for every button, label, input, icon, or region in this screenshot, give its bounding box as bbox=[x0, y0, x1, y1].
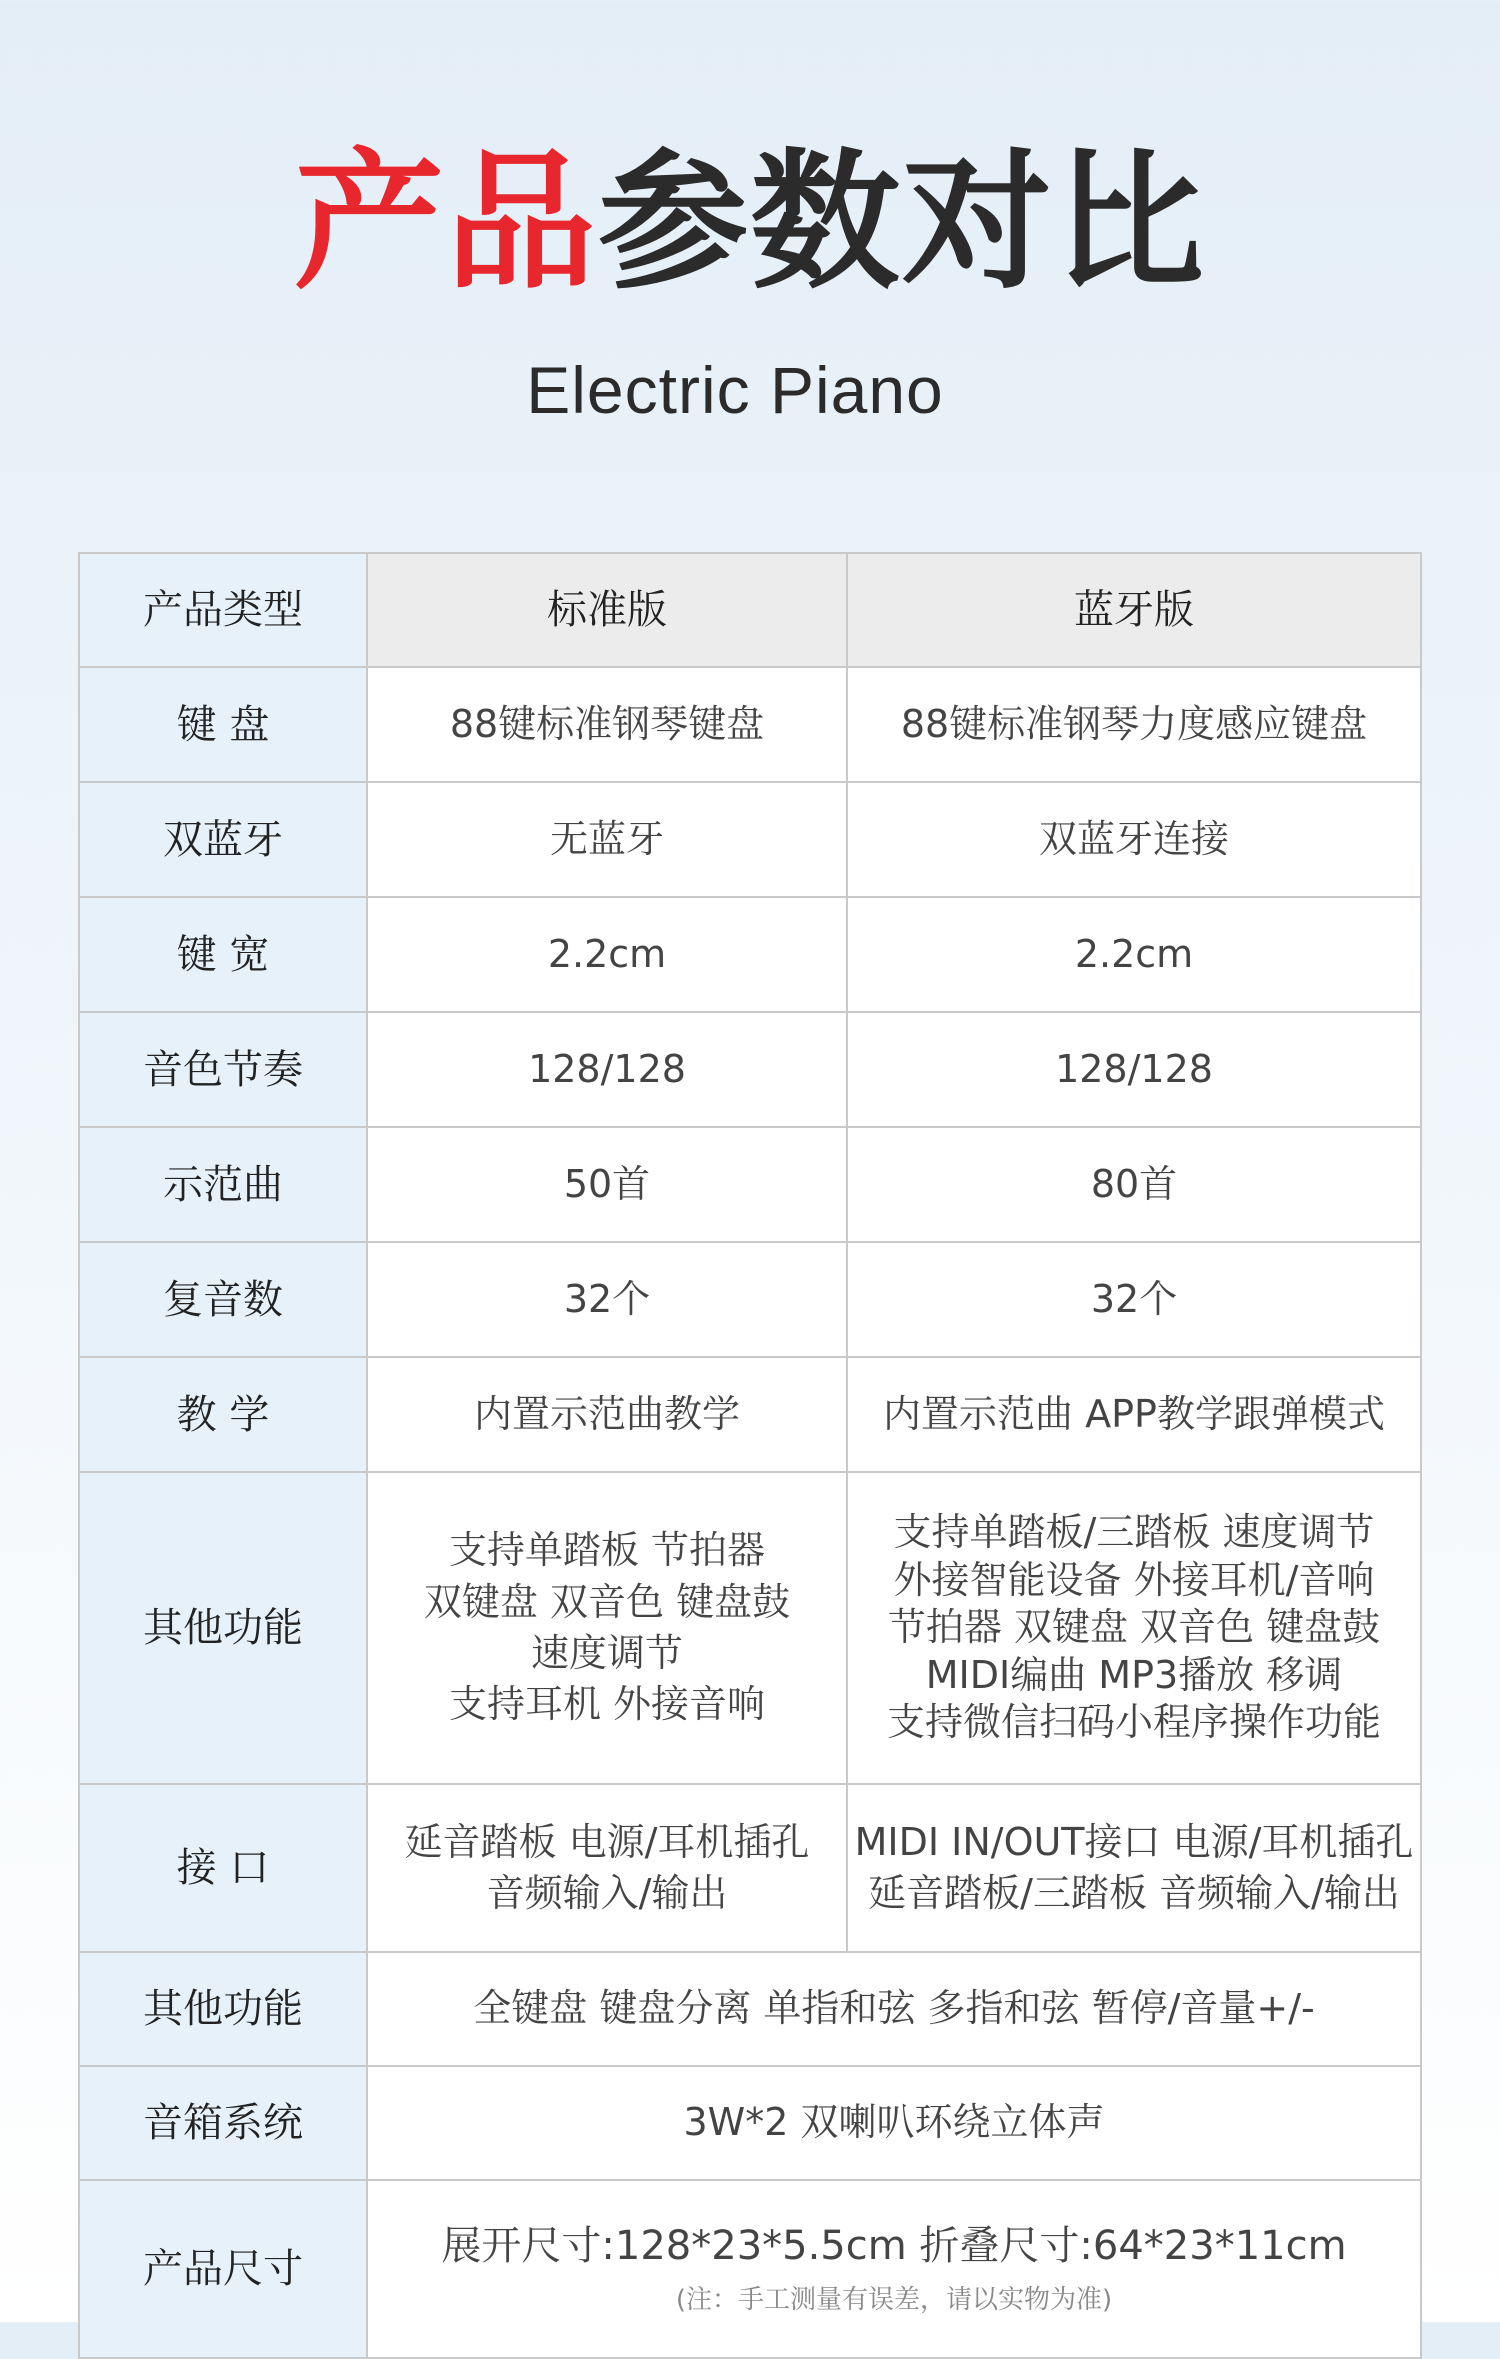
table-row bbox=[79, 1127, 1421, 1242]
header-standard-cell: 标准版 bbox=[367, 553, 847, 667]
table-row bbox=[79, 2066, 1421, 2180]
interface-line: 延音踏板 电源/耳机插孔 bbox=[404, 1819, 810, 1864]
row-label: 键 宽 bbox=[79, 897, 367, 1012]
row-label: 示范曲 bbox=[79, 1127, 367, 1242]
bluetooth-value: 双蓝牙连接 bbox=[847, 782, 1421, 897]
measurement-note: (注：手工测量有误差，请以实物为准) bbox=[675, 2285, 1113, 2316]
spec-comparison-table bbox=[78, 552, 1422, 2359]
header-label-cell: 产品类型 bbox=[79, 553, 367, 667]
row-label: 教 学 bbox=[79, 1357, 367, 1472]
row-label: 音箱系统 bbox=[79, 2066, 367, 2180]
row-label: 接 口 bbox=[79, 1784, 367, 1952]
feature-line: 支持耳机 外接音响 bbox=[448, 1682, 766, 1727]
bluetooth-value bbox=[847, 1784, 1421, 1952]
bluetooth-value: 内置示范曲 APP教学跟弹模式 bbox=[847, 1357, 1421, 1472]
standard-value: 50首 bbox=[367, 1127, 847, 1242]
bluetooth-value: 88键标准钢琴力度感应键盘 bbox=[847, 667, 1421, 782]
row-label: 产品尺寸 bbox=[79, 2180, 367, 2358]
table-row bbox=[79, 667, 1421, 782]
table-row bbox=[79, 782, 1421, 897]
table-row bbox=[79, 1952, 1421, 2066]
table-row bbox=[79, 1012, 1421, 1127]
table-row bbox=[79, 897, 1421, 1012]
page-subtitle: Electric Piano bbox=[526, 353, 944, 427]
bluetooth-value bbox=[847, 1472, 1421, 1784]
interface-line: MIDI IN/OUT接口 电源/耳机插孔 bbox=[854, 1819, 1414, 1864]
bluetooth-value: 2.2cm bbox=[847, 897, 1421, 1012]
standard-value: 无蓝牙 bbox=[367, 782, 847, 897]
page-title-main: 参数对比 bbox=[598, 136, 1207, 310]
feature-line: MIDI编曲 MP3播放 移调 bbox=[925, 1652, 1343, 1697]
feature-line: 支持单踏板/三踏板 速度调节 bbox=[893, 1510, 1375, 1555]
feature-line: 外接智能设备 外接耳机/音响 bbox=[893, 1557, 1375, 1602]
row-label: 音色节奏 bbox=[79, 1012, 367, 1127]
row-label: 键 盘 bbox=[79, 667, 367, 782]
feature-line: 支持微信扫码小程序操作功能 bbox=[886, 1700, 1381, 1745]
standard-value bbox=[367, 1784, 847, 1952]
dimensions-text: 展开尺寸:128*23*5.5cm 折叠尺寸:64*23*11cm bbox=[441, 2223, 1347, 2270]
shared-value: 全键盘 键盘分离 单指和弦 多指和弦 暂停/音量+/- bbox=[367, 1952, 1421, 2066]
page-title bbox=[0, 136, 1500, 310]
standard-value: 88键标准钢琴键盘 bbox=[367, 667, 847, 782]
feature-line: 节拍器 双键盘 双音色 键盘鼓 bbox=[887, 1605, 1381, 1650]
bluetooth-value: 32个 bbox=[847, 1242, 1421, 1357]
shared-value bbox=[367, 2180, 1421, 2358]
page-title-highlight: 产品 bbox=[293, 136, 598, 310]
table-row bbox=[79, 2180, 1421, 2358]
shared-value: 3W*2 双喇叭环绕立体声 bbox=[367, 2066, 1421, 2180]
interface-line: 延音踏板/三踏板 音频输入/输出 bbox=[868, 1871, 1400, 1915]
row-label: 双蓝牙 bbox=[79, 782, 367, 897]
row-label: 其他功能 bbox=[79, 1952, 367, 2066]
standard-value bbox=[367, 1472, 847, 1784]
standard-value: 内置示范曲教学 bbox=[367, 1357, 847, 1472]
standard-value: 2.2cm bbox=[367, 897, 847, 1012]
bluetooth-value: 128/128 bbox=[847, 1012, 1421, 1127]
table-header-row bbox=[79, 553, 1421, 667]
table-row bbox=[79, 1357, 1421, 1472]
row-label: 其他功能 bbox=[79, 1472, 367, 1784]
table-row bbox=[79, 1784, 1421, 1952]
feature-line: 速度调节 bbox=[530, 1631, 683, 1675]
standard-value: 128/128 bbox=[367, 1012, 847, 1127]
standard-value: 32个 bbox=[367, 1242, 847, 1357]
feature-line: 双键盘 双音色 键盘鼓 bbox=[423, 1579, 791, 1624]
bluetooth-value: 80首 bbox=[847, 1127, 1421, 1242]
row-label: 复音数 bbox=[79, 1242, 367, 1357]
header-bluetooth-cell: 蓝牙版 bbox=[847, 553, 1421, 667]
feature-line: 支持单踏板 节拍器 bbox=[448, 1528, 766, 1573]
table-row bbox=[79, 1242, 1421, 1357]
interface-line: 音频输入/输出 bbox=[486, 1871, 728, 1915]
table-row bbox=[79, 1472, 1421, 1784]
